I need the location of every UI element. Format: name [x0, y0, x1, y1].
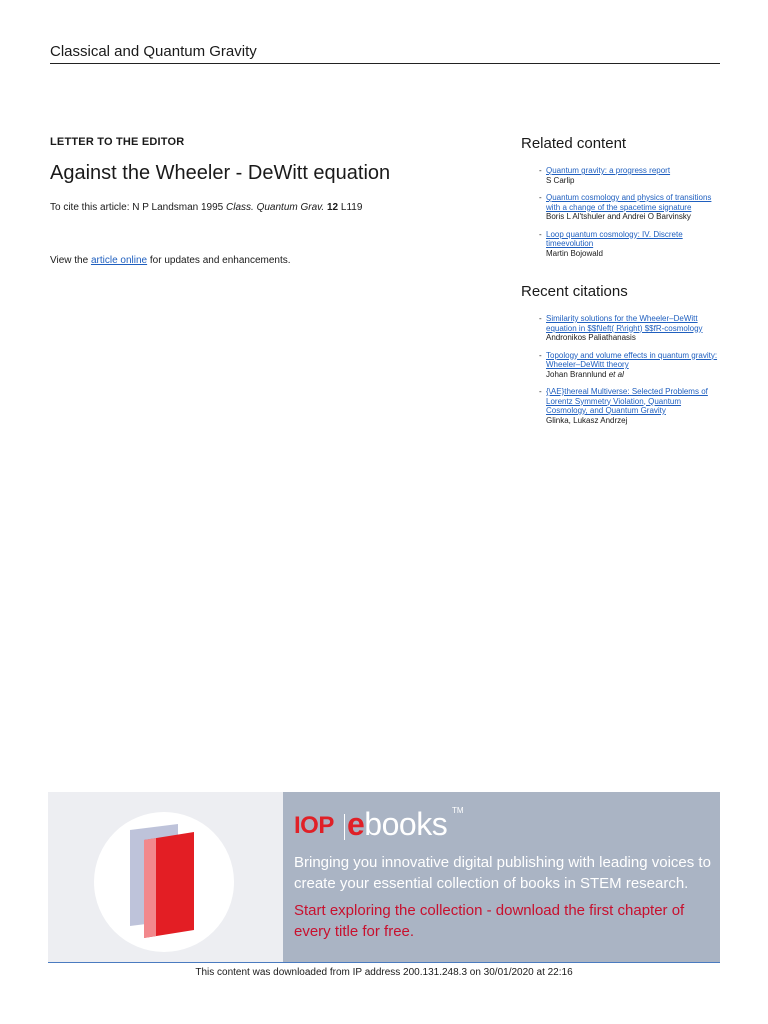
- list-dash: -: [539, 229, 542, 239]
- list-dash: -: [539, 314, 542, 323]
- citation-author-name: Johan Brannlund: [546, 369, 607, 379]
- journal-name: Classical and Quantum Gravity: [50, 43, 257, 60]
- related-item-link[interactable]: Quantum cosmology and physics of transitions with a change of the spacetime signature: [546, 193, 712, 212]
- article-info: [50, 134, 490, 268]
- recent-citations-list: [521, 314, 721, 425]
- iop-ebooks-banner[interactable]: [48, 792, 720, 962]
- citation-item-link[interactable]: {\AE}thereal Multiverse: Selected Problems of Lorentz Symmetry Violation, Quantum Cosmology, and Quantum Gravity: [546, 387, 708, 415]
- ebooks-rest: books: [364, 806, 448, 842]
- related-content-list: [521, 166, 721, 258]
- citation-item-authors: Andronikos Paliathanasis: [546, 333, 636, 342]
- citation-item-authors: Glinka, Lukasz Andrzej: [546, 415, 628, 425]
- related-item-authors: Boris L Al'tshuler and Andrei O Barvinsky: [546, 212, 691, 221]
- view-online-line: [50, 254, 490, 268]
- cite-volume: 12: [327, 202, 339, 213]
- logo-divider: [344, 814, 345, 840]
- article-online-link[interactable]: article online: [90, 255, 148, 266]
- related-content-heading: Related content: [521, 135, 627, 152]
- article-title: Against the Wheeler - DeWitt equation: [50, 162, 391, 184]
- related-item: [539, 230, 721, 259]
- citation-line: [50, 201, 490, 215]
- list-dash: -: [539, 350, 542, 360]
- related-item-link[interactable]: Quantum gravity: a progress report: [546, 166, 671, 175]
- citation-etal: et al: [608, 369, 624, 379]
- view-prefix: View the: [50, 255, 91, 266]
- list-dash: -: [539, 387, 542, 396]
- section-label: LETTER TO THE EDITOR: [50, 136, 185, 148]
- citation-item-link[interactable]: Similarity solutions for the Wheeler–DeWitt equation in $$f\left( R\right) $$fR-cosmology: [546, 314, 703, 333]
- list-dash: -: [539, 166, 542, 175]
- citation-item: [539, 314, 721, 343]
- citation-item: [539, 387, 721, 425]
- related-item-link[interactable]: Loop quantum cosmology: IV. Discrete timeevolution: [546, 229, 683, 248]
- journal-header: [50, 41, 720, 64]
- recent-citations-heading: Recent citations: [521, 283, 628, 300]
- citation-item-authors: [546, 370, 721, 380]
- related-item: [539, 166, 721, 185]
- sidebar: [521, 134, 721, 433]
- view-suffix: for updates and enhancements.: [147, 255, 291, 266]
- banner-lead-text: Bringing you innovative digital publishing with leading voices to create your essential collection of books in STEM research.: [294, 854, 711, 892]
- related-item: [539, 193, 721, 222]
- cite-page: L119: [340, 202, 363, 213]
- related-item-authors: S Carlip: [546, 175, 575, 185]
- trademark-mark: TM: [452, 806, 464, 815]
- citation-item-link[interactable]: Topology and volume effects in quantum gravity: Wheeler–DeWitt theory: [546, 350, 718, 369]
- related-item-authors: Martin Bojowald: [546, 248, 603, 258]
- footer-rule: [48, 962, 720, 963]
- cite-prefix: To cite this article: N P Landsman 1995: [50, 202, 227, 213]
- book-graphic-icon: [118, 822, 218, 942]
- iop-logo-text: IOP: [294, 812, 334, 839]
- list-dash: -: [539, 193, 542, 202]
- ebooks-e: e: [347, 806, 365, 842]
- cite-journal: Class. Quantum Grav.: [226, 202, 325, 213]
- citation-item: [539, 351, 721, 380]
- ebooks-wordmark: [347, 806, 447, 843]
- banner-cta-text: Start exploring the collection - download the first chapter of every title for free.: [294, 902, 685, 940]
- download-footer: This content was downloaded from IP address 200.131.248.3 on 30/01/2020 at 22:16: [195, 967, 573, 978]
